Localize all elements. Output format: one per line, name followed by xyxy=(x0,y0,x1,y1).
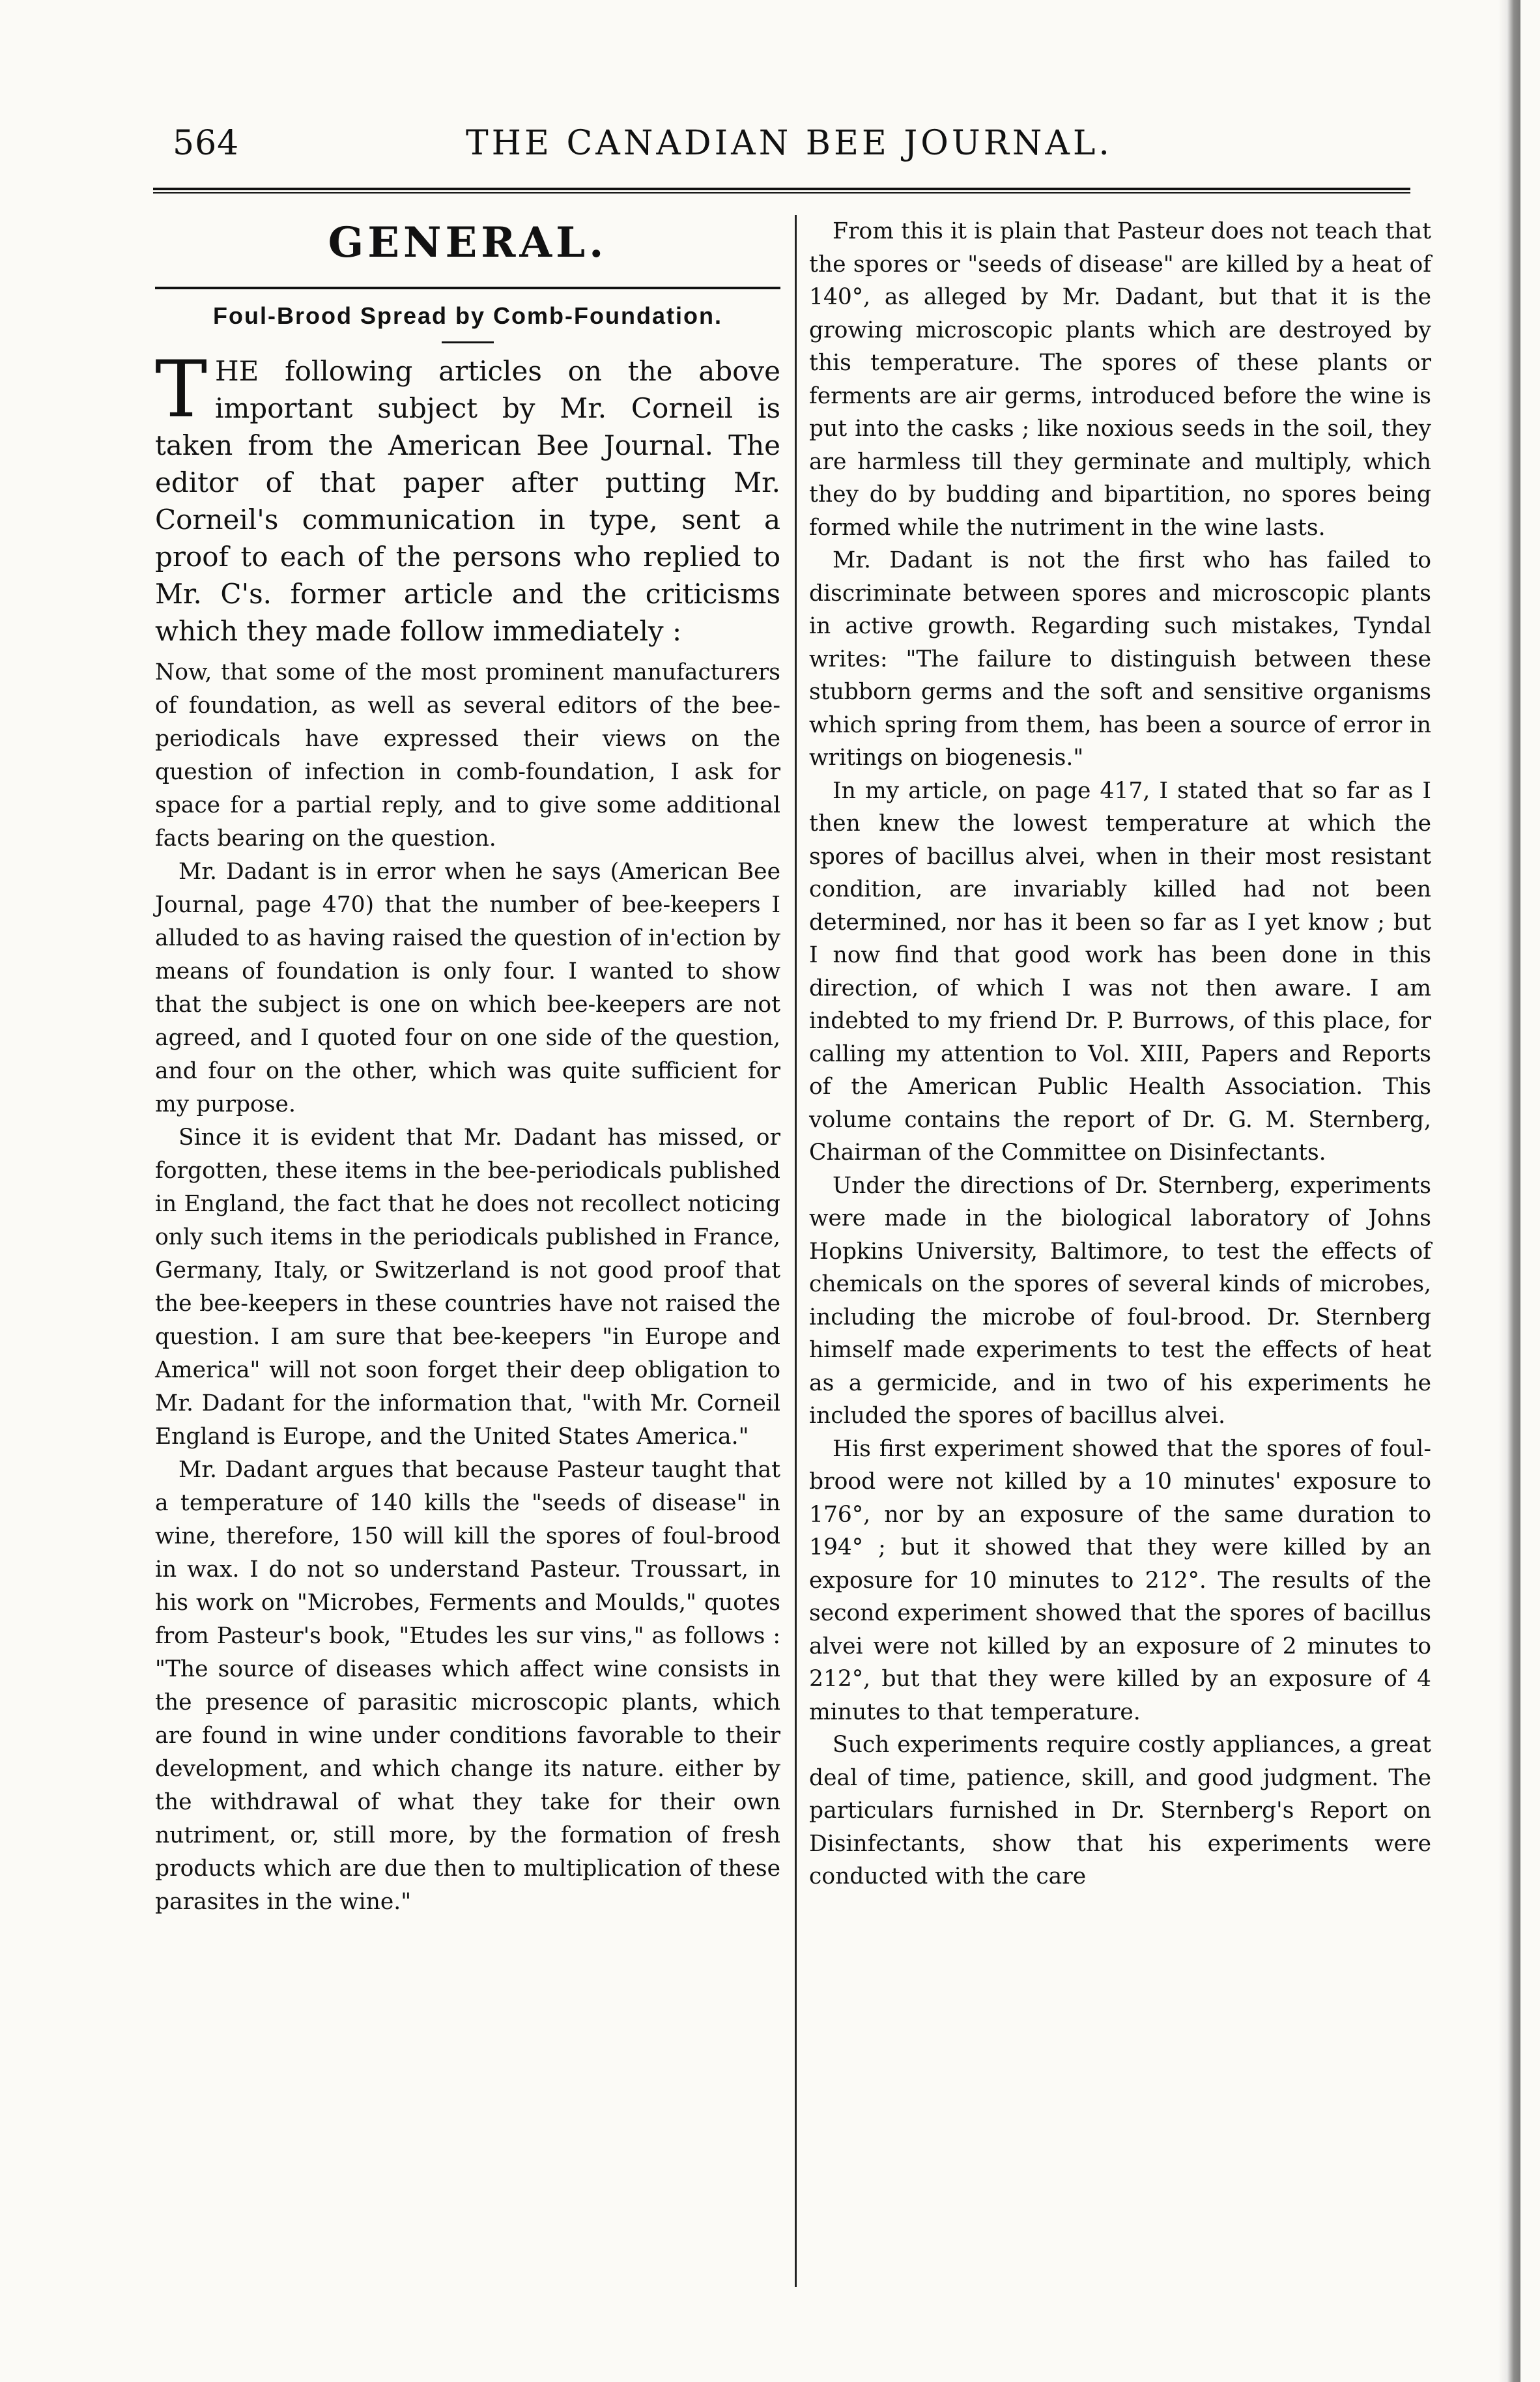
paragraph: Mr. Dadant argues that because Pasteur taught that a temperature of 140 kills the "seeds of disease" in wine, therefore, 150 will kill the spores of foul-brood in wax. I do not so understand Pasteur. Troussart, in his work on "Microbes, Ferments and Moulds," quotes from Pasteur's book, "Etudes les sur vins," as follows : "The source of diseases which affect wine consists in the presence of parasitic microscopic plants, which are found in wine under conditions favorable to their development, and which change its nature. either by the withdrawal of what they take for their own nutriment, or, still more, by the formation of fresh products which are due then to multiplication of these parasites in the wine." xyxy=(155,1457,780,1915)
paragraph: Mr. Dadant is in error when he says (American Bee Journal, page 470) that the number of bee-keepers I alluded to as having raised the question of in'ection by means of foundation is only four. I wanted to show that the subject is one on which bee-keepers are not agreed, and I quoted four on one side of the question, and four on the other, which was quite sufficient for my purpose. xyxy=(155,859,780,1117)
running-title: THE CANADIAN BEE JOURNAL. xyxy=(466,124,1113,163)
article-title: Foul-Brood Spread by Comb-Foundation. xyxy=(213,302,722,329)
drop-cap: T xyxy=(155,345,208,435)
left-column xyxy=(155,215,780,1919)
page-header xyxy=(153,124,1410,182)
binding-edge-shadow xyxy=(1498,0,1520,2382)
paragraph: Mr. Dadant is not the first who has failed to discriminate between spores and microscopic plants in active growth. Regarding such mistakes, Tyndal writes: "The failure to distinguish between these stubborn germs and the soft and sensitive organisms which spring from them, has been a source of error in writings on biogenesis." xyxy=(809,547,1431,771)
right-column xyxy=(809,215,1431,1893)
article-intro xyxy=(155,345,780,650)
paragraph: Now, that some of the most prominent manufacturers of foundation, as well as several editors of the bee-periodicals have expressed their views on the question of infection in comb-foundation, I ask for space for a partial reply, and to give some additional facts bearing on the question. xyxy=(155,659,780,852)
section-heading: GENERAL. xyxy=(328,218,608,267)
title-divider xyxy=(442,341,494,343)
header-rule xyxy=(153,188,1410,194)
intro-text: HE following articles on the above important subject by Mr. Corneil is taken from the American Bee Journal. The editor of that paper after putting Mr. Corneil's communication in type, sent a proof to each of the persons who replied to Mr. C's. former article and the criticisms which they made follow immediately : xyxy=(155,355,780,647)
paragraph: In my article, on page 417, I stated that so far as I then knew the lowest temperature at which the spores of bacillus alvei, when in their most resistant condition, are invariably killed had not been determined, nor has it been so far as I yet know ; but I now find that good work has been done in this direction, of which I was not then aware. I am indebted to my friend Dr. P. Burrows, of this place, for calling my attention to Vol. XIII, Papers and Reports of the American Public Health Association. This volume contains the report of Dr. G. M. Sternberg, Chairman of the Committee on Disinfectants. xyxy=(809,777,1431,1166)
column-divider xyxy=(795,215,797,2287)
heading-divider xyxy=(155,287,780,289)
paragraph: Since it is evident that Mr. Dadant has missed, or forgotten, these items in the bee-periodicals published in England, the fact that he does not recollect noticing only such items in the periodicals published in France, Germany, Italy, or Switzerland is not good proof that the bee-keepers in these countries have not raised the question. I am sure that bee-keepers "in Europe and America" will not soon forget their deep obligation to Mr. Dadant for the information that, "with Mr. Corneil England is Europe, and the United States America." xyxy=(155,1125,780,1450)
paragraph: Under the directions of Dr. Sternberg, experiments were made in the biological laboratory of Johns Hopkins University, Baltimore, to test the effects of chemicals on the spores of several kinds of microbes, including the microbe of foul-brood. Dr. Sternberg himself made experiments to test the effects of heat as a germicide, and in two of his experiments he included the spores of bacillus alvei. xyxy=(809,1172,1431,1429)
paragraph: His first experiment showed that the spores of foul-brood were not killed by a 10 minutes' exposure to 176°, nor by an exposure of the same duration to 194° ; but it showed that they were killed by an exposure for 10 minutes to 212°. The results of the second experiment showed that the spores of bacillus alvei were not killed by an exposure of 2 minutes to 212°, but that they were killed by an exposure of 4 minutes to that temperature. xyxy=(809,1435,1431,1725)
paragraph: Such experiments require costly appliances, a great deal of time, patience, skill, and good judgment. The particulars furnished in Dr. Sternberg's Report on Disinfectants, show that his experiments were conducted with the care xyxy=(809,1732,1431,1889)
page-number: 564 xyxy=(173,124,240,163)
paragraph: From this it is plain that Pasteur does not teach that the spores or "seeds of disease" are killed by a heat of 140°, as alleged by Mr. Dadant, but that it is the growing microscopic plants which are destroyed by this temperature. The spores of these plants or ferments are air germs, introduced before the wine is put into the casks ; like noxious seeds in the soil, they are harmless till they germinate and multiply, which they do by budding and bipartition, no spores being formed while the nutriment in the wine lasts. xyxy=(809,218,1431,541)
